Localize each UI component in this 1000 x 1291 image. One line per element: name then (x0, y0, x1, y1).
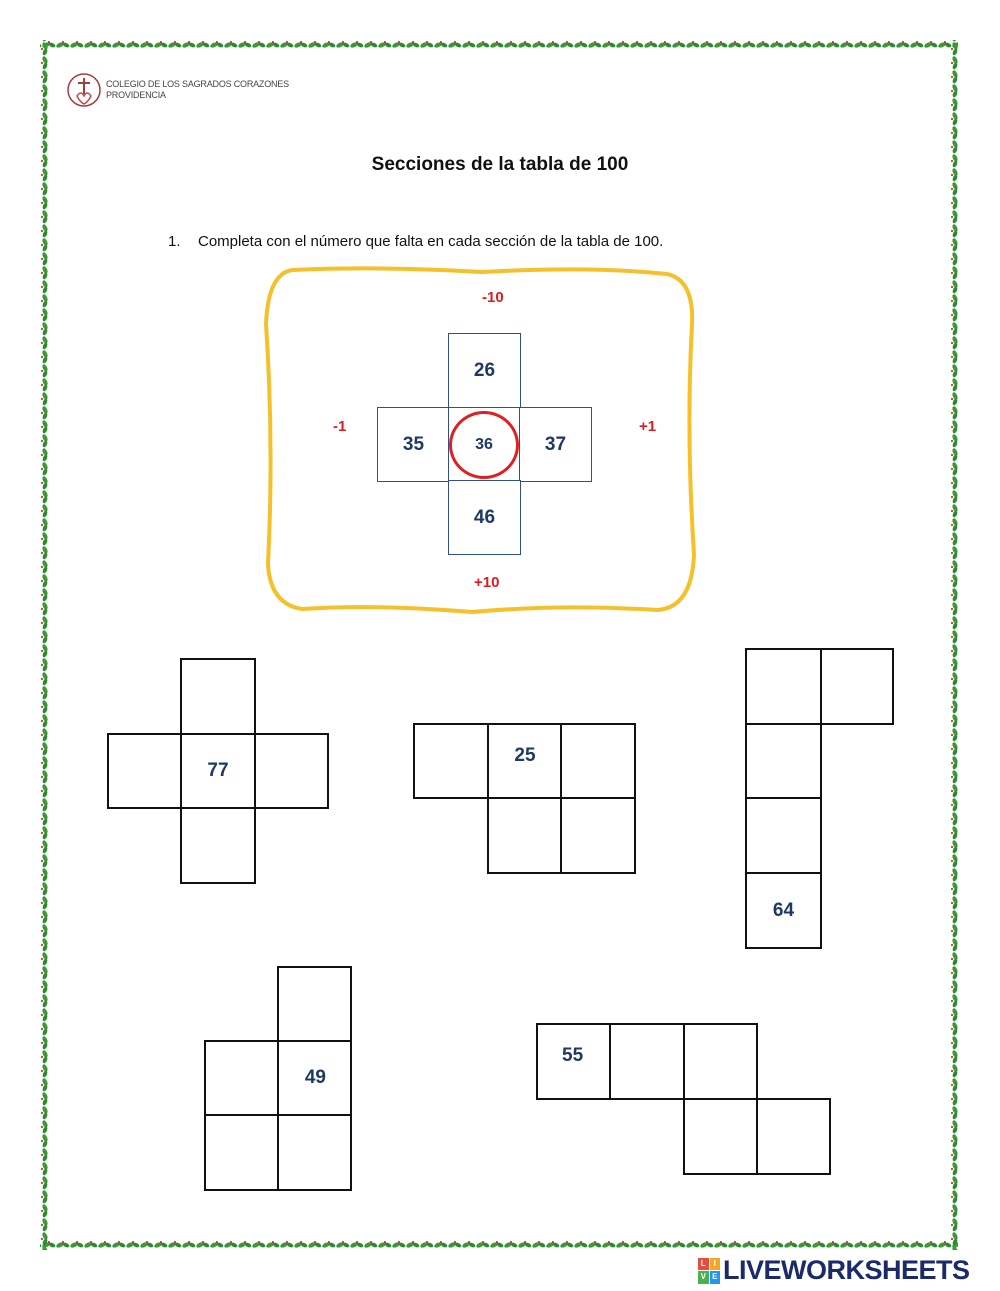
example-cell-top: 26 (448, 333, 521, 408)
school-name-line2: PROVIDENCIA (106, 90, 166, 100)
p2-cell-given: 25 (487, 723, 563, 799)
op-plus-ten: +10 (474, 574, 500, 591)
op-minus-ten: -10 (482, 289, 504, 306)
p4-cell-r2c1[interactable] (204, 1040, 280, 1116)
example-cell-left: 35 (377, 407, 450, 482)
p5-cell-r1c2[interactable] (609, 1023, 685, 1100)
p3-cell-r2c1[interactable] (745, 723, 822, 800)
instruction-text: Completa con el número que falta en cada sección de la tabla de 100. (198, 233, 664, 250)
op-minus-one: -1 (333, 418, 347, 435)
p3-cell-r1c2[interactable] (820, 648, 894, 725)
p1-cell-given: 77 (180, 733, 256, 809)
p2-cell-r1c1[interactable] (413, 723, 489, 799)
p3-cell-r1c1[interactable] (745, 648, 822, 725)
p5-cell-r2c3[interactable] (683, 1098, 758, 1175)
op-plus-one: +1 (639, 418, 657, 435)
example-cell-bottom: 46 (448, 480, 521, 555)
instruction-number: 1. (168, 233, 181, 250)
p2-cell-r2c3[interactable] (560, 797, 636, 874)
liveworksheets-logo-icon: L I V E (698, 1258, 720, 1284)
p1-cell-bottom[interactable] (180, 807, 256, 884)
liveworksheets-brand[interactable] (698, 1255, 970, 1286)
p5-cell-r2c4[interactable] (756, 1098, 831, 1175)
p5-cell-given: 55 (536, 1023, 611, 1100)
school-name (106, 79, 289, 101)
p4-cell-given: 49 (277, 1040, 352, 1116)
p2-cell-r1c3[interactable] (560, 723, 636, 799)
instruction (168, 233, 663, 250)
p1-cell-right[interactable] (254, 733, 329, 809)
p3-cell-r3c1[interactable] (745, 797, 822, 875)
p4-cell-r3c2[interactable] (277, 1114, 352, 1191)
p5-cell-r1c3[interactable] (683, 1023, 758, 1100)
school-name-line1: COLEGIO DE LOS SAGRADOS CORAZONES (106, 79, 289, 89)
p4-cell-r1c2[interactable] (277, 966, 352, 1043)
p1-cell-left[interactable] (107, 733, 182, 809)
p3-cell-given: 64 (745, 872, 822, 949)
p1-cell-top[interactable] (180, 658, 256, 735)
p2-cell-r2c2[interactable] (487, 797, 563, 874)
brand-wordmark: LIVEWORKSHEETS (723, 1255, 970, 1285)
example-center-circle: 36 (449, 411, 519, 479)
page-title: Secciones de la tabla de 100 (371, 154, 629, 175)
example-cell-right: 37 (519, 407, 592, 482)
school-logo (66, 72, 102, 108)
p4-cell-r3c1[interactable] (204, 1114, 280, 1191)
